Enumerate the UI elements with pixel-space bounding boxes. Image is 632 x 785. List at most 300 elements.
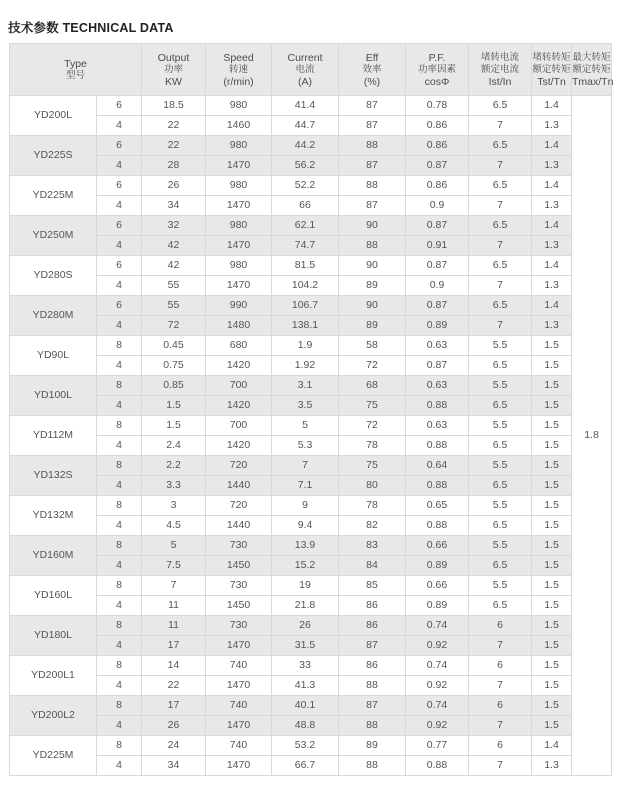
table-row [10,596,612,616]
table-row [10,716,612,736]
speed-cell: 740 [206,696,272,716]
ist-in-cell: 5.5 [469,576,532,596]
poles-cell: 4 [97,156,142,176]
table-row [10,376,612,396]
speed-cell: 1470 [206,636,272,656]
header-output: Output 功率 KW [142,44,206,96]
table-row [10,656,612,676]
pf-cell: 0.88 [406,756,469,776]
output-cell: 4.5 [142,516,206,536]
output-cell: 72 [142,316,206,336]
eff-cell: 89 [339,276,406,296]
current-cell: 1.9 [272,336,339,356]
tst-tn-cell: 1.5 [532,636,572,656]
pf-cell: 0.87 [406,296,469,316]
eff-cell: 75 [339,396,406,416]
speed-cell: 730 [206,616,272,636]
speed-cell: 1470 [206,276,272,296]
poles-cell: 6 [97,296,142,316]
current-cell: 21.8 [272,596,339,616]
speed-cell: 1470 [206,156,272,176]
poles-cell: 6 [97,216,142,236]
eff-cell: 58 [339,336,406,356]
eff-cell: 84 [339,556,406,576]
tst-tn-cell: 1.5 [532,676,572,696]
table-row [10,536,612,556]
output-cell: 1.5 [142,416,206,436]
output-cell: 0.75 [142,356,206,376]
speed-cell: 1470 [206,756,272,776]
table-row [10,356,612,376]
ist-in-cell: 6.5 [469,176,532,196]
model-type-cell: YD200L2 [10,696,97,736]
output-cell: 22 [142,136,206,156]
ist-in-cell: 6 [469,696,532,716]
table-row [10,116,612,136]
tst-tn-cell: 1.5 [532,356,572,376]
header-tmax-tn: 最大转矩 额定转矩 Tmax/Tn [572,44,612,96]
current-cell: 9.4 [272,516,339,536]
tst-tn-cell: 1.4 [532,96,572,116]
tst-tn-cell: 1.5 [532,476,572,496]
model-type-cell: YD280S [10,256,97,296]
model-type-cell: YD225M [10,176,97,216]
eff-cell: 72 [339,356,406,376]
pf-cell: 0.87 [406,216,469,236]
ist-in-cell: 5.5 [469,336,532,356]
table-row [10,216,612,236]
eff-cell: 87 [339,156,406,176]
current-cell: 33 [272,656,339,676]
eff-cell: 89 [339,316,406,336]
current-cell: 53.2 [272,736,339,756]
poles-cell: 8 [97,336,142,356]
ist-in-cell: 6.5 [469,476,532,496]
poles-cell: 4 [97,676,142,696]
eff-cell: 87 [339,96,406,116]
eff-cell: 68 [339,376,406,396]
pf-cell: 0.78 [406,96,469,116]
model-type-cell: YD180L [10,616,97,656]
output-cell: 5 [142,536,206,556]
pf-cell: 0.86 [406,176,469,196]
current-cell: 104.2 [272,276,339,296]
eff-cell: 88 [339,176,406,196]
tst-tn-cell: 1.5 [532,336,572,356]
tst-tn-cell: 1.5 [532,556,572,576]
table-row [10,336,612,356]
ist-in-cell: 7 [469,316,532,336]
ist-in-cell: 6.5 [469,396,532,416]
current-cell: 5.3 [272,436,339,456]
tst-tn-cell: 1.5 [532,616,572,636]
output-cell: 7.5 [142,556,206,576]
speed-cell: 720 [206,496,272,516]
output-cell: 26 [142,716,206,736]
output-cell: 34 [142,196,206,216]
poles-cell: 4 [97,476,142,496]
model-type-cell: YD160L [10,576,97,616]
poles-cell: 8 [97,736,142,756]
table-row [10,456,612,476]
model-type-cell: YD100L [10,376,97,416]
table-row [10,316,612,336]
ist-in-cell: 7 [469,236,532,256]
output-cell: 0.45 [142,336,206,356]
table-row [10,296,612,316]
eff-cell: 87 [339,636,406,656]
ist-in-cell: 6.5 [469,516,532,536]
tst-tn-cell: 1.5 [532,496,572,516]
poles-cell: 8 [97,656,142,676]
table-row [10,236,612,256]
eff-cell: 86 [339,596,406,616]
eff-cell: 78 [339,496,406,516]
eff-cell: 86 [339,656,406,676]
poles-cell: 4 [97,196,142,216]
output-cell: 34 [142,756,206,776]
poles-cell: 4 [97,276,142,296]
speed-cell: 1420 [206,356,272,376]
pf-cell: 0.88 [406,396,469,416]
output-cell: 26 [142,176,206,196]
model-type-cell: YD225S [10,136,97,176]
current-cell: 13.9 [272,536,339,556]
poles-cell: 6 [97,136,142,156]
current-cell: 7.1 [272,476,339,496]
ist-in-cell: 6.5 [469,96,532,116]
current-cell: 44.2 [272,136,339,156]
output-cell: 55 [142,276,206,296]
output-cell: 11 [142,596,206,616]
speed-cell: 740 [206,736,272,756]
table-row [10,176,612,196]
ist-in-cell: 7 [469,196,532,216]
table-row [10,156,612,176]
ist-in-cell: 7 [469,636,532,656]
tst-tn-cell: 1.5 [532,516,572,536]
header-ist-in: 堵转电流 额定电流 Ist/In [469,44,532,96]
tst-tn-cell: 1.4 [532,136,572,156]
tst-tn-cell: 1.5 [532,696,572,716]
pf-cell: 0.92 [406,636,469,656]
ist-in-cell: 6.5 [469,216,532,236]
ist-in-cell: 5.5 [469,376,532,396]
tst-tn-cell: 1.5 [532,716,572,736]
poles-cell: 6 [97,96,142,116]
tst-tn-cell: 1.5 [532,656,572,676]
current-cell: 26 [272,616,339,636]
current-cell: 48.8 [272,716,339,736]
output-cell: 0.85 [142,376,206,396]
pf-cell: 0.64 [406,456,469,476]
table-row [10,416,612,436]
pf-cell: 0.89 [406,596,469,616]
speed-cell: 1450 [206,596,272,616]
poles-cell: 6 [97,176,142,196]
speed-cell: 1460 [206,116,272,136]
poles-cell: 4 [97,396,142,416]
pf-cell: 0.89 [406,556,469,576]
model-type-cell: YD250M [10,216,97,256]
speed-cell: 980 [206,256,272,276]
pf-cell: 0.63 [406,416,469,436]
output-cell: 42 [142,256,206,276]
tst-tn-cell: 1.3 [532,316,572,336]
current-cell: 41.3 [272,676,339,696]
speed-cell: 730 [206,536,272,556]
output-cell: 7 [142,576,206,596]
ist-in-cell: 5.5 [469,536,532,556]
pf-cell: 0.86 [406,136,469,156]
table-row [10,576,612,596]
speed-cell: 740 [206,656,272,676]
poles-cell: 4 [97,236,142,256]
output-cell: 2.2 [142,456,206,476]
current-cell: 7 [272,456,339,476]
tst-tn-cell: 1.4 [532,256,572,276]
current-cell: 3.5 [272,396,339,416]
current-cell: 62.1 [272,216,339,236]
model-type-cell: YD200L [10,96,97,136]
ist-in-cell: 6.5 [469,256,532,276]
eff-cell: 72 [339,416,406,436]
model-type-cell: YD90L [10,336,97,376]
speed-cell: 1470 [206,676,272,696]
speed-cell: 1470 [206,196,272,216]
header-current: Current 电流 (A) [272,44,339,96]
ist-in-cell: 6 [469,656,532,676]
ist-in-cell: 6.5 [469,436,532,456]
speed-cell: 1480 [206,316,272,336]
ist-in-cell: 7 [469,276,532,296]
ist-in-cell: 6 [469,616,532,636]
speed-cell: 1470 [206,716,272,736]
speed-cell: 980 [206,216,272,236]
ist-in-cell: 6.5 [469,556,532,576]
eff-cell: 88 [339,756,406,776]
header-eff: Eff 效率 (%) [339,44,406,96]
model-type-cell: YD132S [10,456,97,496]
table-row [10,616,612,636]
ist-in-cell: 6.5 [469,296,532,316]
output-cell: 55 [142,296,206,316]
table-row [10,696,612,716]
technical-data-table [9,43,612,776]
current-cell: 5 [272,416,339,436]
poles-cell: 4 [97,436,142,456]
table-row [10,256,612,276]
table-header-row [10,44,612,96]
current-cell: 40.1 [272,696,339,716]
tst-tn-cell: 1.5 [532,436,572,456]
eff-cell: 89 [339,736,406,756]
table-row [10,496,612,516]
table-row [10,396,612,416]
table-row [10,636,612,656]
tst-tn-cell: 1.5 [532,456,572,476]
header-pf: P.F. 功率因素 cosΦ [406,44,469,96]
table-row [10,756,612,776]
ist-in-cell: 6.5 [469,596,532,616]
table-row [10,476,612,496]
poles-cell: 8 [97,456,142,476]
speed-cell: 1450 [206,556,272,576]
tst-tn-cell: 1.4 [532,216,572,236]
eff-cell: 88 [339,136,406,156]
ist-in-cell: 5.5 [469,416,532,436]
speed-cell: 990 [206,296,272,316]
pf-cell: 0.9 [406,196,469,216]
eff-cell: 90 [339,256,406,276]
eff-cell: 85 [339,576,406,596]
output-cell: 24 [142,736,206,756]
pf-cell: 0.89 [406,316,469,336]
speed-cell: 700 [206,376,272,396]
output-cell: 2.4 [142,436,206,456]
speed-cell: 700 [206,416,272,436]
ist-in-cell: 6.5 [469,356,532,376]
current-cell: 3.1 [272,376,339,396]
speed-cell: 1420 [206,396,272,416]
tst-tn-cell: 1.3 [532,756,572,776]
eff-cell: 88 [339,676,406,696]
pf-cell: 0.74 [406,656,469,676]
speed-cell: 980 [206,176,272,196]
output-cell: 17 [142,696,206,716]
output-cell: 32 [142,216,206,236]
speed-cell: 1440 [206,516,272,536]
eff-cell: 87 [339,696,406,716]
header-type: Type 型号 [10,44,142,96]
poles-cell: 8 [97,576,142,596]
eff-cell: 78 [339,436,406,456]
table-row [10,436,612,456]
tst-tn-cell: 1.5 [532,396,572,416]
pf-cell: 0.65 [406,496,469,516]
ist-in-cell: 7 [469,676,532,696]
model-type-cell: YD112M [10,416,97,456]
pf-cell: 0.86 [406,116,469,136]
page-title: 技术参数 TECHNICAL DATA [8,21,174,35]
table-row [10,516,612,536]
current-cell: 52.2 [272,176,339,196]
ist-in-cell: 7 [469,156,532,176]
ist-in-cell: 5.5 [469,456,532,476]
tst-tn-cell: 1.5 [532,536,572,556]
ist-in-cell: 7 [469,716,532,736]
output-cell: 1.5 [142,396,206,416]
poles-cell: 4 [97,556,142,576]
ist-in-cell: 7 [469,116,532,136]
table-row [10,96,612,116]
pf-cell: 0.87 [406,256,469,276]
tst-tn-cell: 1.4 [532,296,572,316]
tst-tn-cell: 1.5 [532,596,572,616]
speed-cell: 680 [206,336,272,356]
tst-tn-cell: 1.3 [532,156,572,176]
eff-cell: 88 [339,236,406,256]
header-speed: Speed 转速 (r/min) [206,44,272,96]
eff-cell: 75 [339,456,406,476]
eff-cell: 80 [339,476,406,496]
pf-cell: 0.88 [406,476,469,496]
tst-tn-cell: 1.4 [532,736,572,756]
poles-cell: 4 [97,756,142,776]
current-cell: 41.4 [272,96,339,116]
model-type-cell: YD200L1 [10,656,97,696]
speed-cell: 1420 [206,436,272,456]
ist-in-cell: 7 [469,756,532,776]
poles-cell: 8 [97,616,142,636]
tst-tn-cell: 1.3 [532,116,572,136]
pf-cell: 0.74 [406,616,469,636]
tst-tn-cell: 1.3 [532,276,572,296]
output-cell: 17 [142,636,206,656]
output-cell: 14 [142,656,206,676]
current-cell: 81.5 [272,256,339,276]
current-cell: 106.7 [272,296,339,316]
poles-cell: 6 [97,256,142,276]
pf-cell: 0.66 [406,536,469,556]
model-type-cell: YD280M [10,296,97,336]
table-body [10,96,612,776]
current-cell: 56.2 [272,156,339,176]
output-cell: 22 [142,676,206,696]
pf-cell: 0.63 [406,376,469,396]
current-cell: 31.5 [272,636,339,656]
output-cell: 18.5 [142,96,206,116]
poles-cell: 4 [97,316,142,336]
current-cell: 15.2 [272,556,339,576]
speed-cell: 980 [206,136,272,156]
pf-cell: 0.63 [406,336,469,356]
poles-cell: 8 [97,376,142,396]
pf-cell: 0.77 [406,736,469,756]
pf-cell: 0.92 [406,716,469,736]
eff-cell: 88 [339,716,406,736]
poles-cell: 4 [97,116,142,136]
current-cell: 1.92 [272,356,339,376]
eff-cell: 82 [339,516,406,536]
poles-cell: 8 [97,696,142,716]
ist-in-cell: 5.5 [469,496,532,516]
tst-tn-cell: 1.3 [532,236,572,256]
table-row [10,736,612,756]
eff-cell: 87 [339,116,406,136]
eff-cell: 90 [339,296,406,316]
current-cell: 74.7 [272,236,339,256]
poles-cell: 4 [97,356,142,376]
tst-tn-cell: 1.4 [532,176,572,196]
speed-cell: 1440 [206,476,272,496]
model-type-cell: YD160M [10,536,97,576]
output-cell: 42 [142,236,206,256]
model-type-cell: YD132M [10,496,97,536]
pf-cell: 0.91 [406,236,469,256]
ist-in-cell: 6 [469,736,532,756]
eff-cell: 87 [339,196,406,216]
poles-cell: 4 [97,716,142,736]
pf-cell: 0.66 [406,576,469,596]
pf-cell: 0.9 [406,276,469,296]
speed-cell: 980 [206,96,272,116]
poles-cell: 8 [97,416,142,436]
pf-cell: 0.92 [406,676,469,696]
tst-tn-cell: 1.5 [532,416,572,436]
current-cell: 19 [272,576,339,596]
eff-cell: 83 [339,536,406,556]
